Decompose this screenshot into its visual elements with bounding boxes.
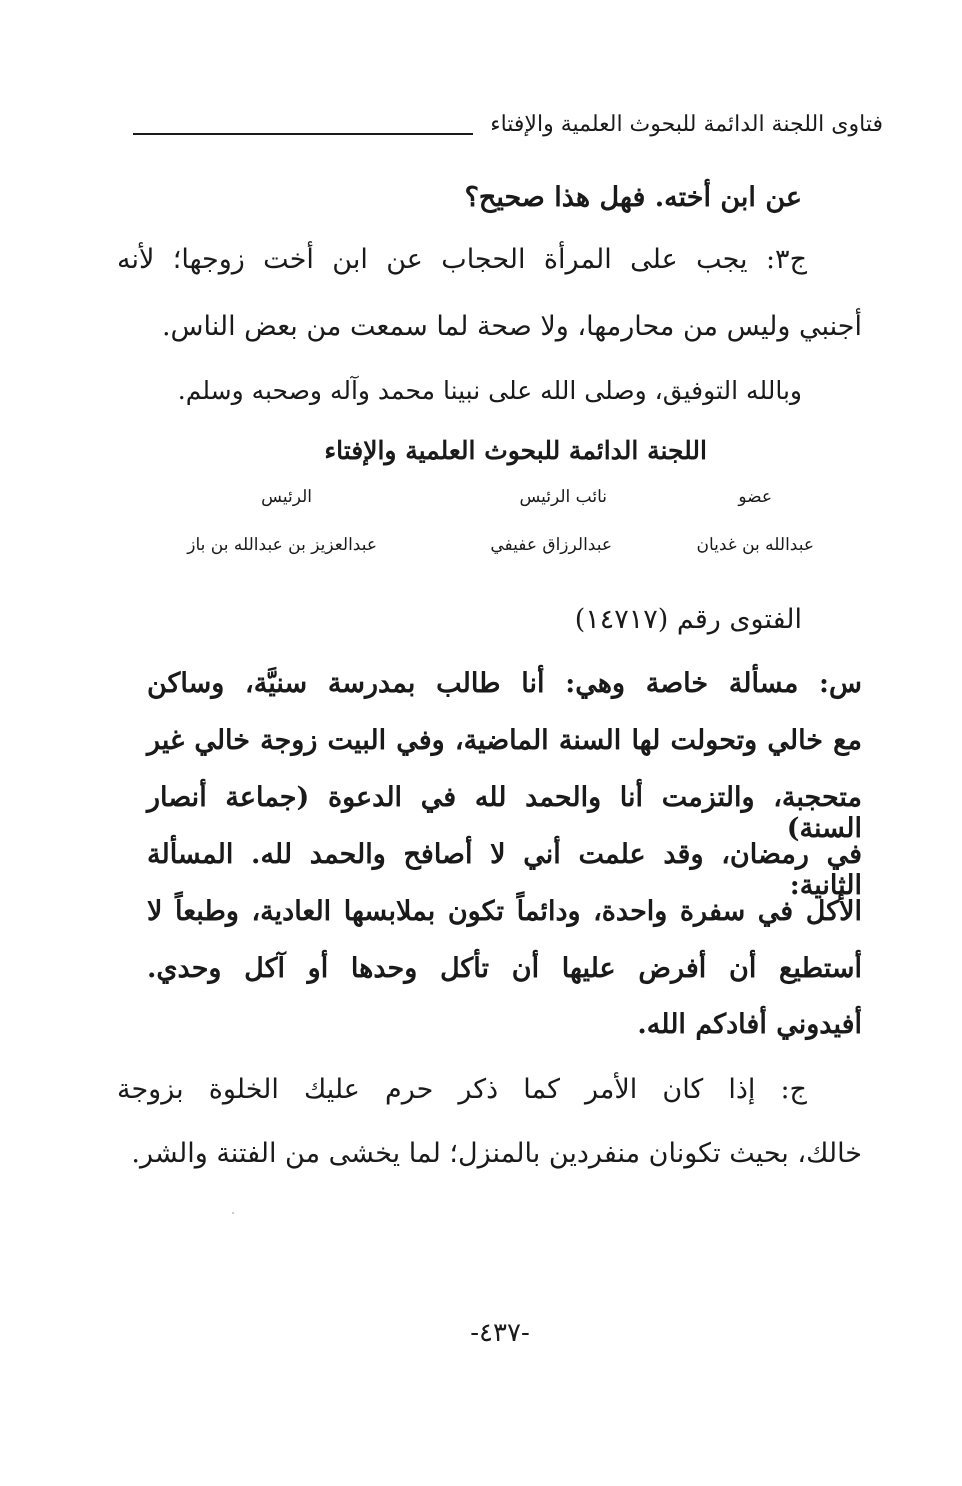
question-line-2: مع خالي وتحولت لها السنة الماضية، وفي البيت زوجة خالي غير bbox=[147, 725, 862, 756]
member-role-2: نائب الرئيس bbox=[519, 487, 607, 507]
member-name-3: عبدالعزيز بن عبدالله بن باز bbox=[187, 535, 377, 555]
fatwa-number: الفتوى رقم (١٤٧١٧) bbox=[574, 604, 802, 635]
header-rule bbox=[133, 133, 473, 135]
header-title: فتاوى اللجنة الدائمة للبحوث العلمية والإفتاء bbox=[490, 112, 883, 137]
question-end: عن ابن أخته. فهل هذا صحيح؟ bbox=[464, 182, 802, 213]
question-line-3: متحجبة، والتزمت أنا والحمد لله في الدعوة (جماعة أنصار السنة) bbox=[147, 782, 862, 844]
member-role-3: الرئيس bbox=[261, 487, 312, 507]
question-line-1: س: مسألة خاصة وهي: أنا طالب بمدرسة سنيَّة، وساكن bbox=[147, 668, 862, 699]
question-line-6: أستطيع أن أفرض عليها أن تأكل وحدها أو آكل وحدي. bbox=[147, 953, 862, 984]
answer-line-1: ج٣: يجب على المرأة الحجاب عن ابن أخت زوجها؛ لأنه bbox=[117, 244, 807, 275]
page-number: -٤٣٧- bbox=[470, 1318, 530, 1348]
committee-title: اللجنة الدائمة للبحوث العلمية والإفتاء bbox=[324, 436, 707, 465]
running-header bbox=[133, 112, 883, 152]
member-name-2: عبدالرزاق عفيفي bbox=[490, 535, 612, 555]
fatwa-answer-line-1: ج: إذا كان الأمر كما ذكر حرم عليك الخلوة بزوجة bbox=[117, 1074, 807, 1105]
member-role-1: عضو bbox=[738, 487, 772, 507]
answer-line-2: أجنبي وليس من محارمها، ولا صحة لما سمعت من بعض الناس. bbox=[161, 311, 862, 342]
question-line-7: أفيدوني أفادكم الله. bbox=[637, 1009, 862, 1040]
closing-line: وبالله التوفيق، وصلى الله على نبينا محمد وآله وصحبه وسلم. bbox=[177, 376, 802, 405]
member-name-1: عبدالله بن غديان bbox=[696, 535, 814, 555]
question-line-4: في رمضان، وقد علمت أني لا أصافح والحمد لله. المسألة الثانية: bbox=[147, 839, 862, 901]
fatwa-answer-line-2: خالك، بحيث تكونان منفردين بالمنزل؛ لما يخشى من الفتنة والشر. bbox=[131, 1138, 862, 1169]
question-line-5: الأكل في سفرة واحدة، ودائماً تكون بملابسها العادية، وطبعاً لا bbox=[147, 896, 862, 927]
scan-speck bbox=[232, 1212, 234, 1214]
